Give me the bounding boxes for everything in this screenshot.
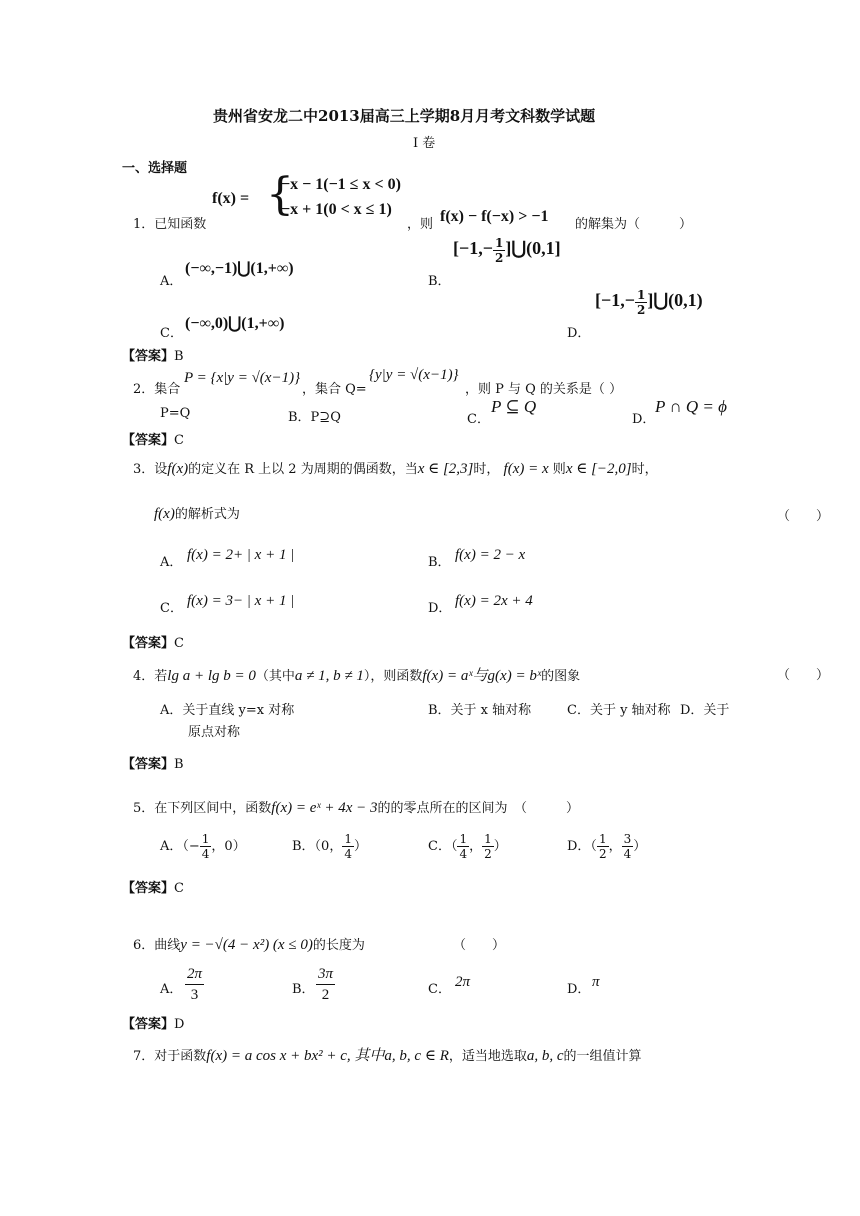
q6-option-b-label: B． — [292, 982, 315, 997]
section-heading: 一、选择题 — [122, 161, 188, 176]
q2-stem: 2．集合 — [133, 382, 181, 397]
q6-answer: 【答案】D — [122, 1017, 185, 1032]
q6-option-d-label: D． — [567, 982, 591, 997]
q6-option-c: 2π — [455, 974, 471, 990]
q2-option-c-label: C． — [467, 412, 490, 427]
q3-option-b-label: B． — [428, 555, 451, 570]
q1-case2: −x + 1(0 < x ≤ 1) — [281, 201, 392, 218]
q1-b-frac: $\frac{1}{2}$ — [495, 236, 504, 265]
q1-option-d: [−1,− $\frac{1}{2}$ ]⋃(0,1) — [595, 288, 703, 317]
q4-paren: （ ） — [777, 668, 830, 683]
q4-answer: 【答案】B — [122, 757, 184, 772]
q6-option-c-label: C． — [428, 982, 451, 997]
q6-option-d: π — [592, 974, 600, 990]
q3-paren: （ ） — [777, 509, 830, 524]
q6-stem: 6．曲线y = −√(4 − x²) (x ≤ 0)的长度为 — [133, 937, 365, 953]
q1-option-c: (−∞,0)⋃(1,+∞) — [185, 315, 285, 332]
page-subtitle: I 卷 — [413, 136, 436, 151]
q1-b-post: ]⋃(0,1] — [505, 238, 561, 258]
q5-option-c: C．（ $\frac{1}{4}$ ， $\frac{1}{2}$ ） — [428, 832, 507, 861]
q3-option-b: f(x) = 2 − x — [455, 547, 526, 563]
q2-post: ，则 P 与 Q 的关系是（ ） — [465, 382, 623, 397]
q1-case1: −x − 1(−1 ≤ x < 0) — [281, 176, 401, 193]
q3-option-c: f(x) = 3− | x + 1 | — [187, 593, 295, 609]
q1-brace: { — [266, 169, 294, 220]
q1-cond-pre: ，则 — [407, 217, 434, 232]
q2-set-p: P = {x|y = √(x−1)} — [184, 370, 301, 386]
q2-set-q: {y|y = √(x−1)} — [369, 367, 459, 383]
q4-option-d: D．关于 — [680, 703, 730, 718]
q2-answer: 【答案】C — [122, 433, 184, 448]
q1-option-c-label: C． — [160, 326, 183, 341]
q3-option-d: f(x) = 2x + 4 — [455, 593, 533, 609]
q3-answer: 【答案】C — [122, 636, 184, 651]
q1-condition: f(x) − f(−x) > −1 — [440, 208, 549, 225]
q3-option-a: f(x) = 2+ | x + 1 | — [187, 547, 295, 563]
q4-option-d-cont: 原点对称 — [188, 725, 241, 740]
q5-option-d: D．（ $\frac{1}{2}$ ， $\frac{3}{4}$ ） — [567, 832, 647, 861]
q3-option-d-label: D． — [428, 601, 452, 616]
q4-stem: 4．若lg a + lg b = 0（其中a ≠ 1, b ≠ 1），则函数f(x) = aˣ与g(x) = bˣ的图象 — [133, 668, 581, 684]
q7-stem: 7．对于函数f(x) = a cos x + bx² + c, 其中a, b, c ∈ R，适当地选取a, b, c的一组值计算 — [133, 1048, 642, 1064]
q1-option-d-label: D． — [567, 326, 591, 341]
q3-line1: 3．设f(x)的定义在 R 上以 2 为周期的偶函数，当x ∈ [2,3]时， f(x) = x 则x ∈ [−2,0]时， — [133, 461, 658, 477]
page-title: 贵州省安龙二中2013届高三上学期8月月考文科数学试题 — [213, 107, 596, 125]
q1-option-a-label: A． — [160, 274, 183, 289]
q4-option-a: A．关于直线 y=x 对称 — [160, 703, 295, 718]
q4-option-c: C．关于 y 轴对称 — [567, 703, 671, 718]
q2-option-d-label: D． — [632, 412, 656, 427]
q1-answer: 【答案】B — [122, 349, 184, 364]
q6-option-a: $\frac{2\pi}{3}$ — [187, 966, 203, 1003]
q2-option-b: B．P⊇Q — [288, 410, 341, 425]
q4-option-b: B．关于 x 轴对称 — [428, 703, 532, 718]
q2-option-c: P ⊆ Q — [491, 397, 537, 416]
q6-paren: （ ） — [453, 938, 506, 953]
q1-b-pre: [−1,− — [453, 238, 494, 258]
q1-option-a: (−∞,−1)⋃(1,+∞) — [185, 260, 294, 277]
q5-option-a: A．（− $\frac{1}{4}$ ，0） — [160, 832, 246, 861]
q1-func-lhs: f(x) = — [212, 190, 250, 207]
q3-line2: f(x)的解析式为 — [154, 506, 240, 522]
q1-stem: 1．已知函数 — [133, 217, 207, 232]
q3-option-c-label: C． — [160, 601, 183, 616]
q5-stem: 5．在下列区间中，函数f(x) = eˣ + 4x − 3的的零点所在的区间为 （ ） — [133, 800, 580, 816]
q1-option-b-label: B． — [428, 274, 451, 289]
q5-option-b: B．（0， $\frac{1}{4}$ ） — [292, 832, 367, 861]
q1-cond-post: 的解集为（ ） — [575, 217, 693, 232]
q3-option-a-label: A． — [160, 555, 183, 570]
q1-option-b — [453, 236, 561, 265]
q2-option-a: P=Q — [160, 406, 191, 421]
q6-option-a-label: A． — [160, 982, 183, 997]
q2-mid: ，集合 Q= — [302, 382, 367, 397]
q6-option-b: $\frac{3\pi}{2}$ — [318, 966, 334, 1003]
q2-option-d: P ∩ Q = ϕ — [655, 397, 727, 416]
q5-answer: 【答案】C — [122, 881, 184, 896]
